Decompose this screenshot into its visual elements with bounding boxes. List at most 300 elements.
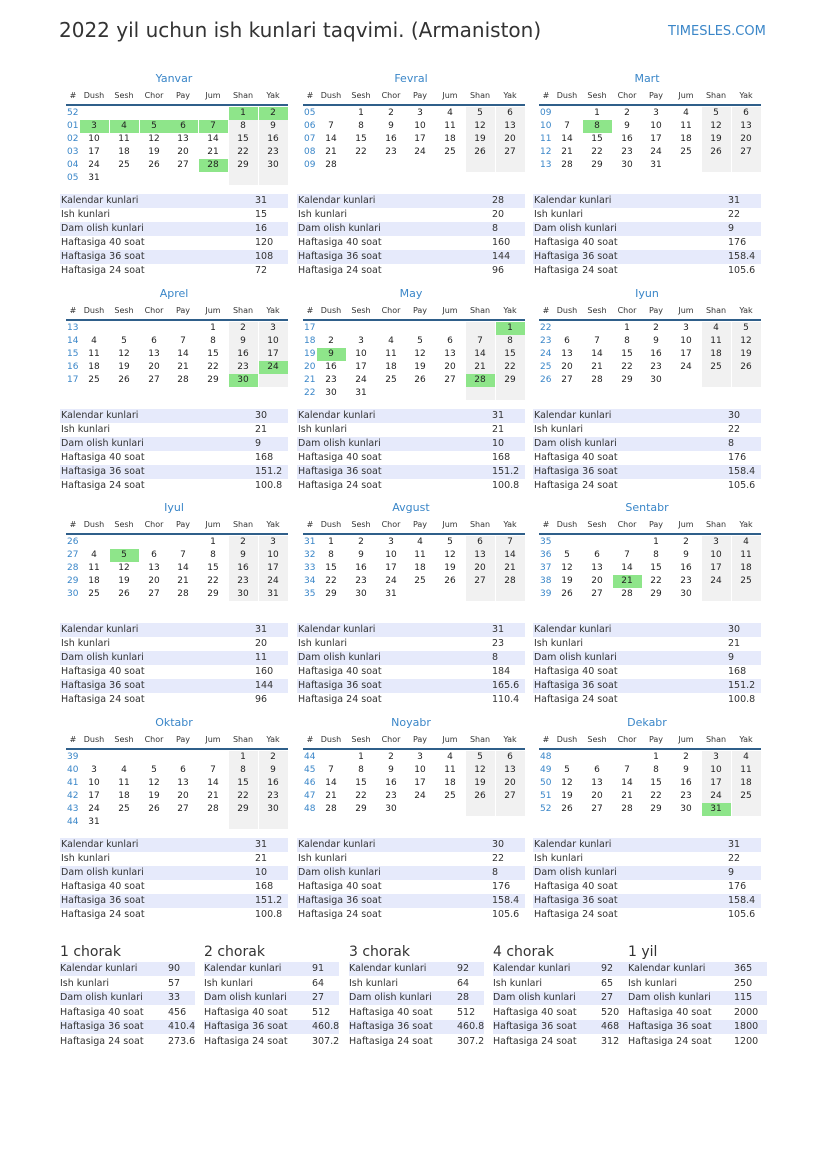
summary-label: Haftasiga 24 soat (628, 1036, 712, 1047)
weekday-header: Jum (442, 91, 458, 100)
day-cell: 1 (594, 108, 600, 118)
day-cell: 2 (683, 752, 689, 762)
summary-row (628, 1035, 767, 1049)
day-cell: 15 (650, 778, 662, 788)
day-cell: 23 (355, 576, 367, 586)
day-cell: 29 (207, 589, 219, 599)
header-divider (303, 748, 525, 750)
day-cell: 30 (267, 160, 279, 170)
day-cell: 10 (88, 778, 100, 788)
week-number: 15 (67, 349, 79, 359)
day-cell: 24 (88, 804, 100, 814)
holiday-day: 2 (259, 107, 288, 120)
week-number: 44 (304, 752, 316, 762)
stat-label: Haftasiga 36 soat (61, 251, 145, 262)
stat-value: 158.4 (492, 895, 520, 906)
stat-row (533, 479, 761, 493)
weekday-header: # (306, 735, 314, 744)
day-cell: 18 (414, 563, 426, 573)
stat-row (297, 222, 525, 236)
day-cell: 2 (328, 336, 334, 346)
day-cell: 1 (210, 537, 216, 547)
day-cell: 4 (447, 108, 453, 118)
day-cell: 12 (474, 765, 486, 775)
day-cell: 18 (740, 778, 752, 788)
summary-value: 460.8 (457, 1021, 485, 1033)
weekday-header: Yak (503, 91, 517, 100)
stat-row (533, 679, 761, 693)
day-cell: 14 (561, 134, 573, 144)
day-cell: 3 (653, 108, 659, 118)
stat-row (533, 908, 761, 922)
stat-value: 20 (255, 638, 268, 649)
day-cell: 27 (177, 160, 189, 170)
stat-label: Haftasiga 36 soat (61, 895, 145, 906)
day-cell: 6 (180, 765, 186, 775)
stat-row (297, 409, 525, 423)
stat-value: 144 (255, 680, 274, 691)
header-divider (303, 104, 525, 106)
day-cell: 24 (355, 375, 367, 385)
weekday-header: Pay (412, 520, 428, 529)
stat-row (297, 236, 525, 250)
month-name: May (399, 287, 423, 300)
stat-row (533, 866, 761, 880)
day-cell: 22 (207, 362, 219, 372)
weekday-header: Yak (739, 735, 753, 744)
weekday-header: # (69, 735, 77, 744)
stat-value: 31 (255, 195, 268, 206)
weekday-header: Sesh (587, 306, 607, 315)
day-cell: 24 (414, 791, 426, 801)
stat-value: 110.4 (492, 694, 520, 705)
summary-value: 512 (457, 1006, 476, 1018)
week-number: 01 (67, 121, 79, 131)
day-cell: 15 (237, 778, 249, 788)
stat-row (297, 423, 525, 437)
day-cell: 29 (237, 160, 249, 170)
brand-link[interactable]: TIMESLES.COM (668, 24, 766, 39)
day-cell: 7 (594, 336, 600, 346)
stat-row (533, 838, 761, 852)
summary-value: 520 (601, 1006, 620, 1018)
day-cell: 10 (267, 336, 279, 346)
summary-value: 90 (168, 963, 181, 974)
stat-value: 9 (728, 223, 735, 234)
stat-value: 16 (255, 223, 268, 234)
stat-value: 72 (255, 265, 268, 276)
day-cell: 22 (504, 362, 516, 372)
week-number: 40 (67, 765, 79, 775)
stat-label: Dam olish kunlari (61, 867, 144, 878)
week-number: 25 (540, 362, 552, 372)
stat-value: 31 (728, 839, 741, 850)
month-dekabr (533, 716, 761, 836)
day-cell: 1 (653, 752, 659, 762)
day-cell: 4 (121, 765, 127, 775)
day-cell: 27 (740, 147, 752, 157)
day-cell: 31 (267, 589, 279, 599)
day-cell: 20 (474, 563, 486, 573)
day-cell: 16 (355, 563, 367, 573)
day-cell: 19 (561, 791, 573, 801)
day-cell: 19 (118, 362, 130, 372)
day-cell: 14 (207, 134, 219, 144)
day-cell: 31 (355, 388, 367, 398)
stat-row (297, 479, 525, 493)
day-cell: 22 (650, 576, 662, 586)
day-cell: 19 (148, 791, 160, 801)
stat-value: 21 (255, 853, 268, 864)
stat-label: Haftasiga 36 soat (298, 895, 382, 906)
stat-row (60, 208, 288, 222)
day-cell: 8 (507, 336, 513, 346)
stat-row (60, 437, 288, 451)
summary-title: 4 chorak (493, 944, 554, 960)
weekday-header: # (306, 306, 314, 315)
weekday-header: Shan (705, 735, 727, 744)
summary-value: 1200 (734, 1036, 759, 1047)
day-cell: 28 (325, 160, 337, 170)
stat-label: Ish kunlari (534, 638, 584, 649)
summary-value: 57 (168, 977, 181, 989)
stat-row (297, 866, 525, 880)
stat-row (533, 894, 761, 908)
week-number: 51 (540, 791, 552, 801)
day-cell: 27 (504, 147, 516, 157)
day-cell: 28 (207, 804, 219, 814)
holiday-day: 8 (583, 120, 612, 133)
stat-row (60, 623, 288, 637)
day-cell: 29 (504, 375, 516, 385)
weekday-header: Chor (381, 735, 401, 744)
stat-label: Haftasiga 40 soat (298, 237, 382, 248)
stat-label: Dam olish kunlari (61, 438, 144, 449)
stat-value: 11 (255, 652, 268, 663)
day-cell: 23 (680, 791, 692, 801)
weekday-header: Yak (503, 520, 517, 529)
weekday-header: Chor (381, 306, 401, 315)
day-cell: 26 (118, 589, 130, 599)
day-cell: 2 (683, 537, 689, 547)
stat-row (533, 423, 761, 437)
day-cell: 4 (743, 537, 749, 547)
day-cell: 16 (267, 134, 279, 144)
summary-row (60, 991, 195, 1005)
day-cell: 6 (594, 765, 600, 775)
stat-row (297, 665, 525, 679)
stat-row (60, 637, 288, 651)
weekday-header: Yak (266, 520, 280, 529)
day-cell: 28 (591, 375, 603, 385)
stat-row (533, 409, 761, 423)
stat-value: 9 (728, 652, 735, 663)
stat-row (297, 693, 525, 707)
weekday-header: Pay (412, 306, 428, 315)
summary-row (204, 991, 339, 1005)
day-cell: 10 (710, 765, 722, 775)
weekday-header: Jum (205, 306, 221, 315)
week-number: 42 (67, 791, 79, 801)
stat-row (297, 264, 525, 278)
day-cell: 19 (414, 362, 426, 372)
day-cell: 10 (355, 349, 367, 359)
week-number: 32 (304, 550, 316, 560)
day-cell: 25 (118, 804, 130, 814)
stat-row (533, 194, 761, 208)
summary-row (628, 1020, 767, 1034)
stat-label: Ish kunlari (61, 424, 111, 435)
day-cell: 4 (417, 537, 423, 547)
month-may (297, 287, 525, 407)
day-cell: 11 (444, 765, 456, 775)
summary-label: Haftasiga 24 soat (349, 1036, 433, 1047)
day-cell: 6 (477, 537, 483, 547)
header-divider (66, 748, 288, 750)
day-cell: 15 (650, 563, 662, 573)
weekday-header: Yak (503, 735, 517, 744)
weekday-header: Pay (175, 735, 191, 744)
week-number: 24 (540, 349, 552, 359)
day-cell: 15 (504, 349, 516, 359)
stat-row (297, 208, 525, 222)
day-cell: 29 (650, 804, 662, 814)
stat-label: Ish kunlari (534, 424, 584, 435)
stat-label: Kalendar kunlari (61, 195, 139, 206)
day-cell: 2 (653, 323, 659, 333)
stat-label: Kalendar kunlari (534, 410, 612, 421)
stat-row (60, 880, 288, 894)
weekday-header: Sesh (351, 735, 371, 744)
stat-value: 10 (492, 438, 505, 449)
weekday-header: Jum (678, 520, 694, 529)
stat-row (60, 479, 288, 493)
holiday-day: 6 (169, 120, 198, 133)
week-number: 31 (304, 537, 316, 547)
day-cell: 12 (414, 349, 426, 359)
summary-row (60, 1035, 195, 1049)
weekday-header: # (306, 91, 314, 100)
day-cell: 5 (447, 537, 453, 547)
day-cell: 26 (444, 576, 456, 586)
day-cell: 3 (417, 752, 423, 762)
weekday-header: Chor (617, 306, 637, 315)
day-cell: 13 (148, 563, 160, 573)
day-cell: 9 (653, 336, 659, 346)
header-divider (66, 104, 288, 106)
stat-value: 31 (255, 624, 268, 635)
stat-value: 151.2 (255, 895, 283, 906)
header-divider (66, 319, 288, 321)
day-cell: 13 (740, 121, 752, 131)
stat-row (60, 665, 288, 679)
day-cell: 31 (88, 173, 100, 183)
day-cell: 30 (385, 804, 397, 814)
stat-label: Haftasiga 24 soat (298, 694, 382, 705)
weekday-header: Pay (175, 520, 191, 529)
day-cell: 11 (118, 134, 130, 144)
day-cell: 14 (177, 563, 189, 573)
day-cell: 22 (591, 147, 603, 157)
day-cell: 18 (118, 791, 130, 801)
page-title: 2022 yil uchun ish kunlari taqvimi. (Armaniston) (59, 18, 542, 42)
stat-value: 9 (728, 867, 735, 878)
stat-label: Haftasiga 40 soat (534, 452, 618, 463)
month-aprel (60, 287, 288, 407)
stat-value: 31 (255, 839, 268, 850)
weekday-header: # (69, 520, 77, 529)
month-avgust (297, 501, 525, 621)
day-cell: 2 (240, 323, 246, 333)
weekday-header: Yak (503, 306, 517, 315)
weekday-header: Sesh (587, 91, 607, 100)
day-cell: 11 (680, 121, 692, 131)
day-cell: 28 (621, 804, 633, 814)
day-cell: 14 (207, 778, 219, 788)
day-cell: 16 (385, 134, 397, 144)
summary-row (493, 1006, 628, 1020)
day-cell: 20 (591, 576, 603, 586)
day-cell: 3 (388, 537, 394, 547)
day-cell: 13 (591, 778, 603, 788)
week-number: 33 (304, 563, 316, 573)
day-cell: 30 (267, 804, 279, 814)
summary-row (628, 962, 767, 976)
day-cell: 27 (561, 375, 573, 385)
day-cell: 20 (561, 362, 573, 372)
summary-value: 307.2 (457, 1036, 485, 1047)
summary-value: 460.8 (312, 1021, 340, 1033)
summary-label: Kalendar kunlari (628, 963, 706, 974)
weekday-header: # (542, 306, 550, 315)
stat-value: 176 (728, 881, 747, 892)
day-cell: 22 (325, 576, 337, 586)
weekday-header: Dush (320, 306, 342, 315)
month-name: Avgust (392, 501, 430, 514)
stat-label: Ish kunlari (298, 638, 348, 649)
stat-row (533, 264, 761, 278)
week-number: 02 (67, 134, 79, 144)
stat-row (533, 437, 761, 451)
weekday-header: Sesh (351, 520, 371, 529)
header-divider (303, 533, 525, 535)
week-number: 08 (304, 147, 316, 157)
week-number: 45 (304, 765, 316, 775)
stat-label: Ish kunlari (298, 853, 348, 864)
day-cell: 29 (325, 589, 337, 599)
week-number: 34 (304, 576, 316, 586)
day-cell: 25 (414, 576, 426, 586)
day-cell: 9 (624, 121, 630, 131)
day-cell: 17 (414, 134, 426, 144)
day-cell: 18 (680, 134, 692, 144)
day-cell: 21 (591, 362, 603, 372)
day-cell: 24 (650, 147, 662, 157)
month-name: Iyun (635, 287, 659, 300)
day-cell: 13 (177, 134, 189, 144)
day-cell: 30 (237, 589, 249, 599)
weekday-header: Jum (442, 520, 458, 529)
stat-row (533, 693, 761, 707)
weekday-header: Dush (83, 306, 105, 315)
stat-row (533, 623, 761, 637)
week-number: 52 (67, 108, 79, 118)
day-cell: 24 (710, 576, 722, 586)
header-divider (66, 533, 288, 535)
stat-value: 184 (492, 666, 511, 677)
day-cell: 26 (710, 147, 722, 157)
stat-label: Haftasiga 40 soat (61, 881, 145, 892)
summary-label: Kalendar kunlari (204, 963, 282, 974)
summary-label: Haftasiga 36 soat (628, 1021, 712, 1033)
weekday-header: Shan (705, 306, 727, 315)
stat-label: Dam olish kunlari (534, 652, 617, 663)
week-number: 35 (304, 589, 316, 599)
day-cell: 26 (740, 362, 752, 372)
day-cell: 13 (474, 550, 486, 560)
stat-value: 22 (728, 209, 741, 220)
day-cell: 31 (385, 589, 397, 599)
stat-row (297, 194, 525, 208)
summary-label: Kalendar kunlari (60, 963, 138, 974)
stat-row (60, 838, 288, 852)
weekday-header: Pay (175, 91, 191, 100)
weekday-header: Jum (205, 735, 221, 744)
day-cell: 5 (477, 752, 483, 762)
stat-label: Haftasiga 40 soat (61, 666, 145, 677)
day-cell: 13 (504, 765, 516, 775)
week-number: 50 (540, 778, 552, 788)
day-cell: 16 (650, 349, 662, 359)
weekday-header: Pay (412, 735, 428, 744)
week-number: 48 (304, 804, 316, 814)
day-cell: 20 (740, 134, 752, 144)
header-divider (539, 533, 761, 535)
summary-row (60, 1006, 195, 1020)
stat-label: Haftasiga 36 soat (298, 251, 382, 262)
day-cell: 31 (650, 160, 662, 170)
stat-row (60, 465, 288, 479)
day-cell: 23 (325, 375, 337, 385)
weekday-header: Chor (617, 91, 637, 100)
stat-label: Kalendar kunlari (61, 624, 139, 635)
day-cell: 14 (504, 550, 516, 560)
header-divider (539, 748, 761, 750)
day-cell: 1 (240, 752, 246, 762)
weekday-header: Yak (739, 306, 753, 315)
stat-label: Haftasiga 36 soat (534, 680, 618, 691)
day-cell: 2 (388, 752, 394, 762)
stat-value: 28 (492, 195, 505, 206)
week-number: 28 (67, 563, 79, 573)
day-cell: 23 (237, 576, 249, 586)
day-cell: 12 (710, 121, 722, 131)
stat-value: 168 (728, 666, 747, 677)
summary-row (60, 1020, 195, 1034)
stat-value: 158.4 (728, 251, 756, 262)
stat-label: Haftasiga 40 soat (298, 452, 382, 463)
stat-value: 30 (492, 839, 505, 850)
day-cell: 15 (207, 563, 219, 573)
summary-value: 92 (457, 963, 470, 974)
weekday-header: Dush (556, 735, 578, 744)
stat-row (297, 880, 525, 894)
weekday-header: Shan (705, 91, 727, 100)
day-cell: 28 (177, 375, 189, 385)
week-number: 09 (304, 160, 316, 170)
week-number: 27 (67, 550, 79, 560)
day-cell: 11 (710, 336, 722, 346)
